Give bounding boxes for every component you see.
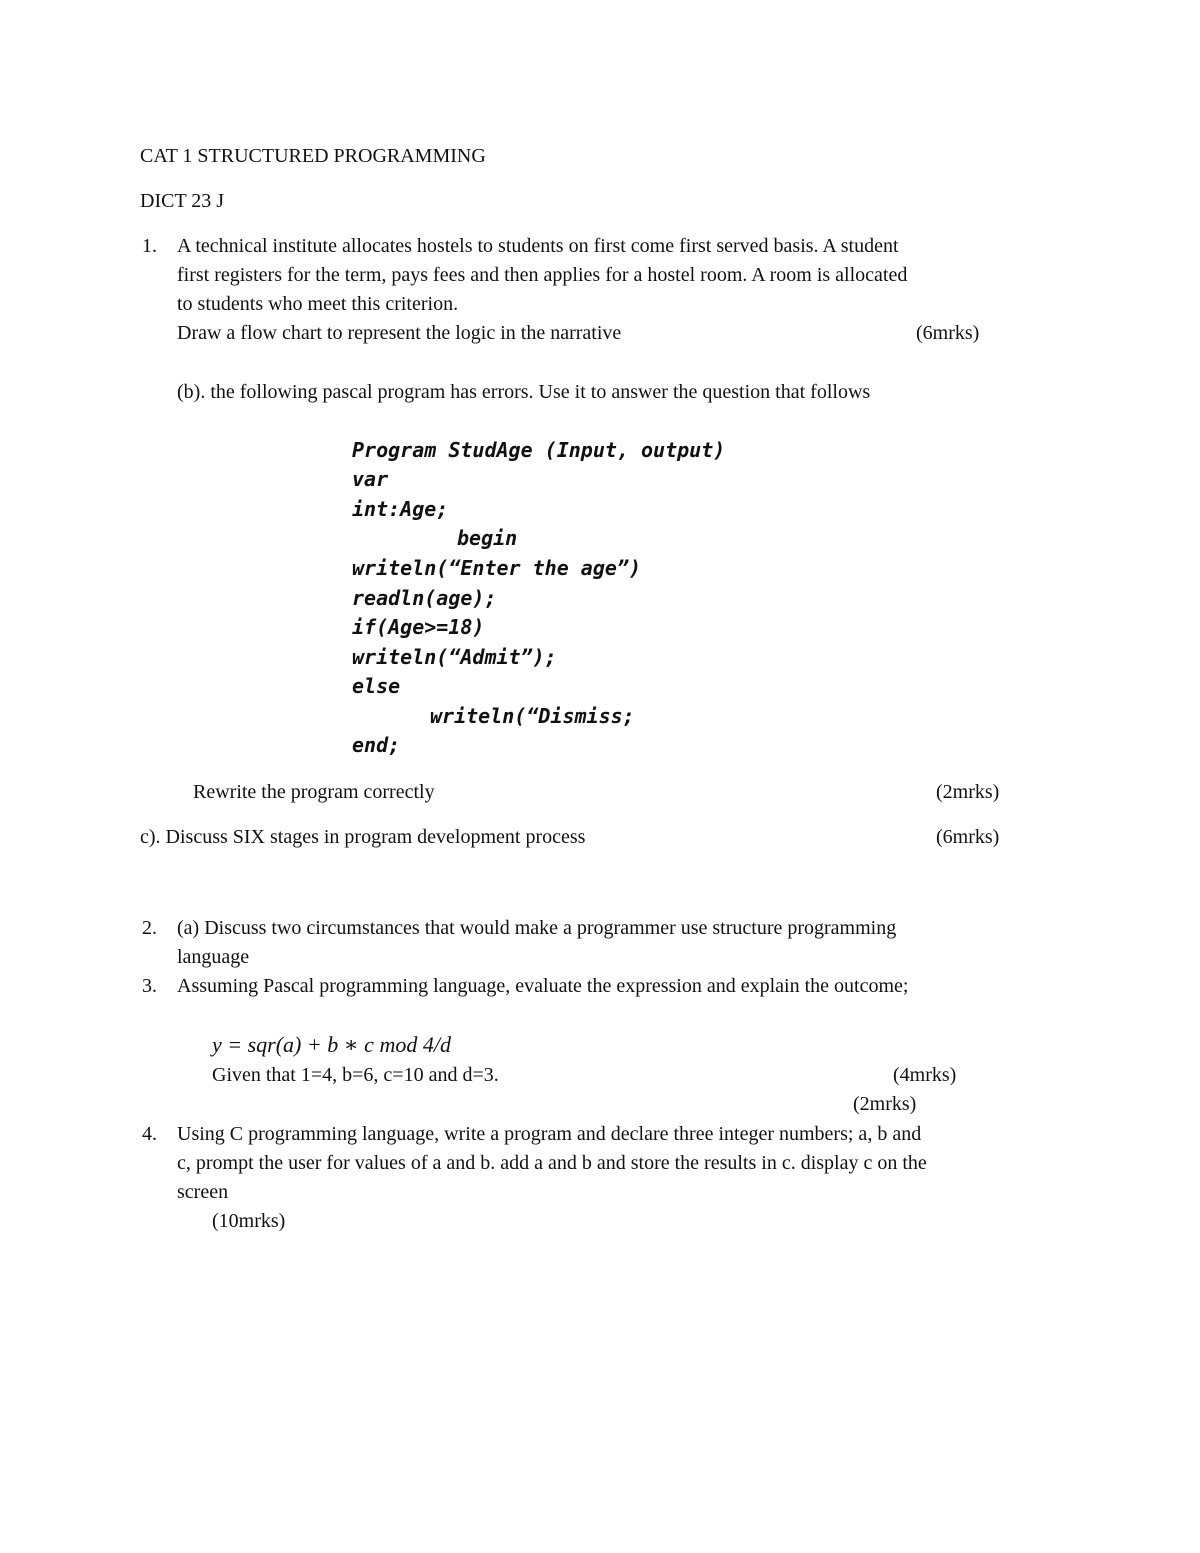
question-1-task: Draw a flow chart to represent the logic in the narrative — [177, 322, 622, 344]
math-expression: y = sqr(a) + b ∗ c mod 4/d — [212, 1032, 451, 1057]
question-1c-marks: (6mrks) — [936, 826, 1000, 848]
code-line: writeln(“Dismiss; — [430, 704, 635, 728]
code-line: readln(age); — [352, 586, 497, 610]
question-1c-text: c). Discuss SIX stages in program development process — [140, 826, 586, 848]
code-line: Program StudAge (Input, output) — [352, 438, 726, 462]
question-3-marks-b: (2mrks) — [853, 1093, 917, 1115]
question-1-line: A technical institute allocates hostels to students on first come first served basis. A student — [177, 235, 899, 257]
code-line: writeln(“Admit”); — [352, 645, 557, 669]
code-line: writeln(“Enter the age”) — [352, 556, 641, 580]
question-3-text: Assuming Pascal programming language, evaluate the expression and explain the outcome; — [177, 975, 909, 997]
code-line: end; — [352, 733, 401, 757]
class-code: DICT 23 J — [140, 190, 225, 212]
question-2-number: 2. — [142, 917, 157, 939]
code-line: begin — [457, 526, 518, 550]
question-4-line: Using C programming language, write a program and declare three integer numbers; a, b and — [177, 1123, 922, 1145]
code-line: else — [352, 674, 401, 698]
question-3-number: 3. — [142, 975, 157, 997]
question-4-marks: (10mrks) — [212, 1210, 286, 1232]
question-2-line: language — [177, 946, 250, 968]
question-4-line: screen — [177, 1181, 229, 1203]
question-4-line: c, prompt the user for values of a and b. add a and b and store the results in c. display c on the — [177, 1152, 927, 1174]
question-2-line: (a) Discuss two circumstances that would make a programmer use structure programming — [177, 917, 897, 939]
code-line: if(Age>=18) — [352, 615, 485, 639]
question-1-line: to students who meet this criterion. — [177, 293, 459, 315]
question-3-marks-a: (4mrks) — [893, 1064, 957, 1086]
rewrite-marks: (2mrks) — [936, 781, 1000, 803]
question-1-number: 1. — [142, 235, 157, 257]
question-1-task-marks: (6mrks) — [916, 322, 980, 344]
question-4-number: 4. — [142, 1123, 157, 1145]
code-line: var — [352, 467, 389, 491]
rewrite-instruction: Rewrite the program correctly — [193, 781, 435, 803]
code-line: int:Age; — [352, 497, 449, 521]
question-1-line: first registers for the term, pays fees and then applies for a hostel room. A room is allocated — [177, 264, 908, 286]
exam-title: CAT 1 STRUCTURED PROGRAMMING — [140, 145, 486, 167]
question-1b-intro: (b). the following pascal program has errors. Use it to answer the question that follows — [177, 381, 871, 403]
question-3-given: Given that 1=4, b=6, c=10 and d=3. — [212, 1064, 499, 1086]
